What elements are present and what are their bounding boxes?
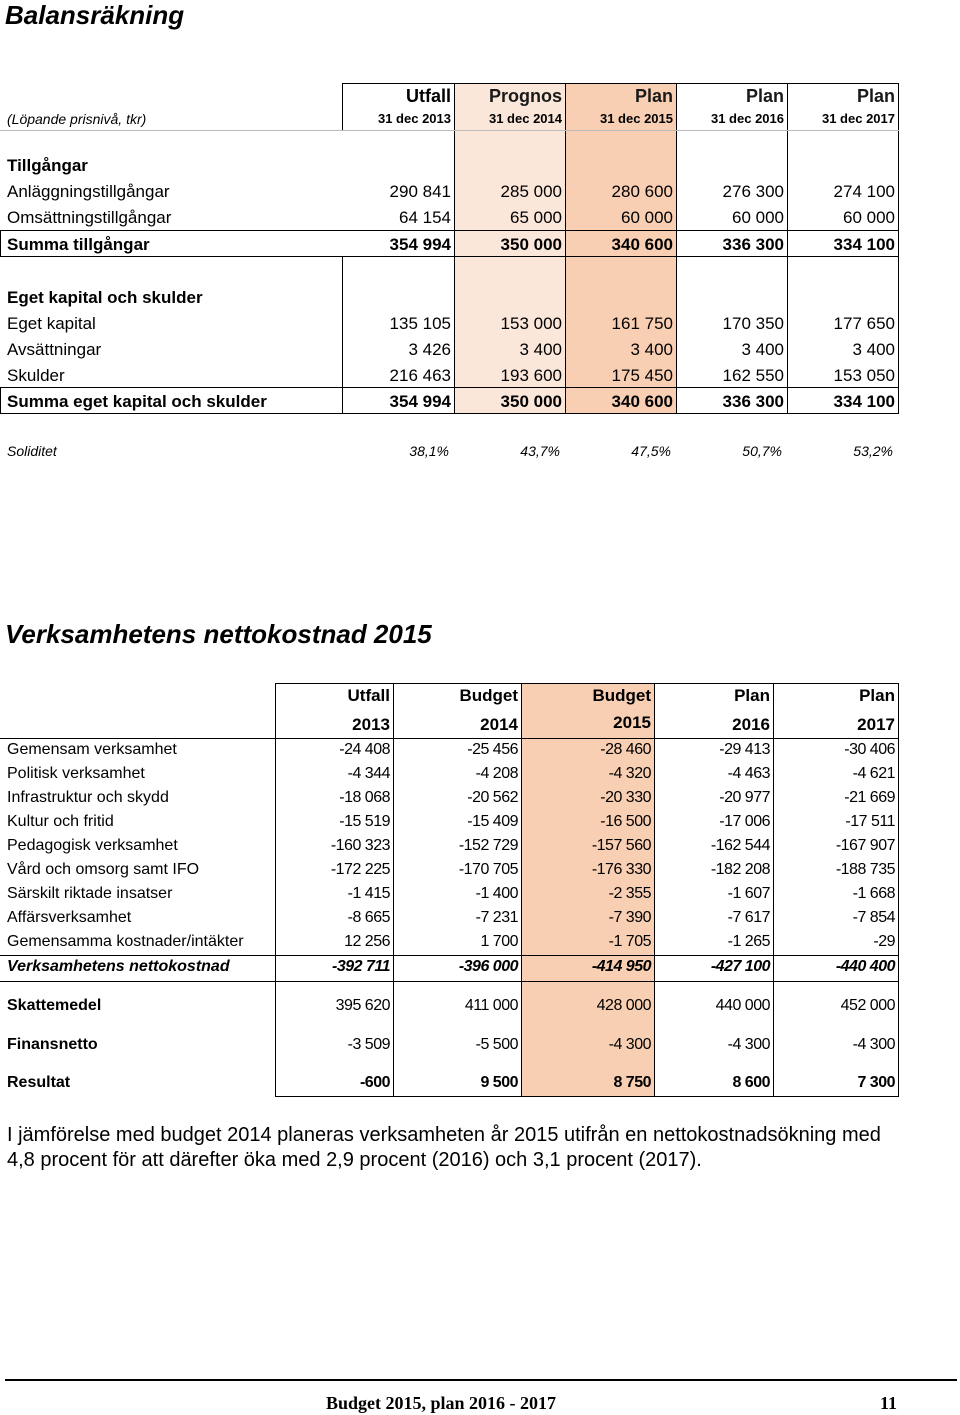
section-title-nettokostnad: Verksamhetens nettokostnad 2015 — [5, 619, 432, 649]
netcost-row-label: Resultat — [7, 1074, 71, 1091]
sum-assets-left — [0, 230, 1, 257]
netcost-cell: -8 665 — [347, 909, 390, 926]
balance-col-date-1: 31 dec 2014 — [488, 111, 562, 126]
netcost-cell: -188 735 — [835, 861, 895, 878]
netcost-cell: -1 415 — [347, 885, 390, 902]
netcost-cell: 1 700 — [480, 933, 518, 950]
balance-cell: 354 994 — [389, 392, 451, 411]
solidity-cell: 47,5% — [631, 443, 671, 459]
netcost-cell: -20 562 — [467, 789, 518, 806]
netcost-col-head-4: Plan — [859, 686, 895, 705]
nc-left — [275, 683, 276, 1097]
balance-row-label: Summa tillgångar — [7, 235, 150, 254]
netcost-cell: -29 — [873, 933, 895, 950]
balance-col-head-0: Utfall — [406, 86, 451, 106]
col-divider-2 — [565, 83, 566, 413]
netcost-cell: -152 729 — [458, 837, 518, 854]
netcost-cell: -25 456 — [467, 741, 518, 758]
balance-cell: 340 600 — [611, 392, 673, 411]
netcost-row-label: Skattemedel — [7, 997, 102, 1014]
netcost-col-head-2: Budget — [592, 686, 651, 705]
balance-cell: 290 841 — [389, 182, 451, 201]
netcost-cell: -24 408 — [339, 741, 390, 758]
netcost-cell: -4 300 — [852, 1036, 895, 1053]
netcost-cell: -170 705 — [458, 861, 518, 878]
balance-cell: 135 105 — [389, 314, 451, 333]
balance-cell: 153 000 — [500, 314, 562, 333]
netcost-cell: -7 390 — [608, 909, 651, 926]
balance-cell: 3 400 — [852, 340, 895, 359]
netcost-cell: 9 500 — [480, 1074, 518, 1091]
balance-cell: 64 154 — [399, 208, 451, 227]
balance-cell: 193 600 — [500, 366, 562, 385]
netcost-cell: -396 000 — [458, 958, 518, 975]
netcost-cell: -4 344 — [347, 765, 390, 782]
balance-cell: 334 100 — [833, 235, 895, 254]
footer-rule — [5, 1379, 957, 1381]
balance-col-head-4: Plan — [856, 86, 895, 106]
netcost-cell: -157 560 — [591, 837, 651, 854]
balance-cell: 60 000 — [732, 208, 784, 227]
netcost-cell: -182 208 — [710, 861, 770, 878]
balance-cell: 334 100 — [833, 392, 895, 411]
nc-bottom — [275, 1096, 899, 1097]
netcost-col-year-1: 2014 — [480, 715, 518, 734]
netcost-cell: -176 330 — [591, 861, 651, 878]
netcost-cell: -1 400 — [475, 885, 518, 902]
balance-cell: 285 000 — [500, 182, 562, 201]
balance-cell: 161 750 — [611, 314, 673, 333]
nc-div-2 — [521, 683, 522, 1097]
netcost-col-year-0: 2013 — [352, 715, 390, 734]
netcost-row-label: Kultur och fritid — [7, 813, 114, 830]
netcost-cell: -600 — [359, 1074, 390, 1091]
netcost-cell: -21 669 — [844, 789, 895, 806]
netcost-cell: -20 330 — [600, 789, 651, 806]
solidity-cell: 38,1% — [409, 443, 449, 459]
balance-cell: 336 300 — [722, 392, 784, 411]
balance-col-date-0: 31 dec 2013 — [377, 111, 451, 126]
netcost-cell: -15 519 — [339, 813, 390, 830]
netcost-cell: -1 265 — [727, 933, 770, 950]
netcost-cell: 440 000 — [715, 997, 770, 1014]
netcost-cell: 411 000 — [464, 997, 518, 1014]
balance-row-label: Anläggningstillgångar — [7, 182, 170, 201]
netcost-cell: -29 413 — [719, 741, 770, 758]
balance-cell: 3 400 — [630, 340, 673, 359]
netcost-row-label: Gemensam verksamhet — [7, 741, 177, 758]
balance-cell: 340 600 — [611, 235, 673, 254]
page-title: Balansräkning — [5, 0, 185, 30]
nc-right — [898, 683, 899, 1097]
nc-div-1 — [393, 683, 394, 1097]
netcost-cell: -17 511 — [845, 813, 895, 830]
balance-cell: 350 000 — [500, 235, 562, 254]
netcost-col-year-4: 2017 — [857, 715, 895, 734]
balance-cell: 350 000 — [500, 392, 562, 411]
netcost-cell: -20 977 — [719, 789, 770, 806]
sum-liab-top — [0, 387, 899, 388]
netcost-cell: -392 711 — [332, 958, 390, 975]
col-divider-3 — [676, 83, 677, 413]
balance-row-label: Tillgångar — [7, 156, 88, 175]
balance-cell: 336 300 — [722, 235, 784, 254]
netcost-cell: -28 460 — [600, 741, 651, 758]
netcost-col-year-2: 2015 — [613, 713, 651, 732]
balance-cell: 175 450 — [611, 366, 673, 385]
balance-row-label: Summa eget kapital och skulder — [7, 392, 267, 411]
netcost-cell: 428 000 — [596, 997, 651, 1014]
table-border-top — [342, 83, 899, 84]
table-subtitle: (Löpande prisnivå, tkr) — [7, 111, 147, 127]
balance-col-head-3: Plan — [745, 86, 784, 106]
balance-cell: 60 000 — [621, 208, 673, 227]
netcost-row-label: Särskilt riktade insatser — [7, 885, 173, 902]
netcost-cell: -167 907 — [835, 837, 895, 854]
netcost-cell: -4 300 — [608, 1036, 651, 1053]
netcost-col-head-1: Budget — [459, 686, 518, 705]
table-border-right — [898, 83, 899, 413]
col-divider-1 — [454, 83, 455, 413]
netcost-cell: -1 705 — [608, 933, 651, 950]
balance-cell: 276 300 — [722, 182, 784, 201]
solidity-cell: 43,7% — [520, 443, 560, 459]
netcost-cell: -4 208 — [475, 765, 518, 782]
netcost-row-label: Pedagogisk verksamhet — [7, 837, 178, 854]
netcost-col-head-0: Utfall — [347, 686, 390, 705]
nc-sum-top — [0, 955, 899, 956]
balance-cell: 280 600 — [611, 182, 673, 201]
netcost-row-label: Finansnetto — [7, 1036, 98, 1053]
col-divider-4 — [787, 83, 788, 413]
netcost-cell: -162 544 — [710, 837, 770, 854]
netcost-row-label: Affärsverksamhet — [7, 909, 132, 926]
netcost-cell: -15 409 — [467, 813, 518, 830]
netcost-cell: -2 355 — [608, 885, 651, 902]
netcost-cell: -172 225 — [330, 861, 390, 878]
table-border-left-lower — [342, 256, 343, 413]
balance-cell: 216 463 — [389, 366, 451, 385]
summary-paragraph: I jämförelse med budget 2014 planeras verksamheten år 2015 utifrån en nettokostnadsökning med 4,8 procent för att därefter öka med 2,9 procent (2016) och 3,1 procent (2017). — [7, 1124, 881, 1171]
balance-col-date-4: 31 dec 2017 — [821, 111, 895, 126]
netcost-cell: 8 600 — [732, 1074, 770, 1091]
netcost-row-label: Gemensamma kostnader/intäkter — [7, 933, 244, 950]
netcost-cell: -17 006 — [719, 813, 770, 830]
netcost-cell: 452 000 — [840, 997, 895, 1014]
netcost-row-label: Vård och omsorg samt IFO — [7, 861, 200, 878]
netcost-cell: -1 668 — [852, 885, 895, 902]
netcost-cell: -1 607 — [727, 885, 770, 902]
netcost-cell: -427 100 — [710, 958, 770, 975]
netcost-cell: -30 406 — [844, 741, 895, 758]
sum-liab-bottom — [0, 413, 899, 414]
balance-row-label: Omsättningstillgångar — [7, 208, 172, 227]
nc-header-bottom — [0, 738, 899, 739]
page-number: 11 — [880, 1393, 898, 1413]
footer-title: Budget 2015, plan 2016 - 2017 — [326, 1393, 557, 1413]
balance-row-label: Avsättningar — [7, 340, 102, 359]
netcost-cell: -16 500 — [600, 813, 651, 830]
sum-liab-left — [0, 387, 1, 414]
netcost-cell: -18 068 — [339, 789, 390, 806]
nc-div-4 — [773, 683, 774, 1097]
netcost-cell: -414 950 — [591, 958, 651, 975]
solidity-cell: 50,7% — [742, 443, 782, 459]
netcost-cell: -7 231 — [475, 909, 518, 926]
sum-assets-bottom — [0, 256, 899, 257]
balance-cell: 274 100 — [833, 182, 895, 201]
netcost-cell: -4 463 — [727, 765, 770, 782]
netcost-cell: -440 400 — [835, 958, 895, 975]
netcost-cell: -3 509 — [347, 1036, 390, 1053]
balance-cell: 162 550 — [722, 366, 784, 385]
netcost-col-head-3: Plan — [734, 686, 770, 705]
nc-top — [275, 683, 899, 684]
balance-cell: 177 650 — [833, 314, 895, 333]
balance-cell: 3 400 — [519, 340, 562, 359]
netcost-cell: -7 854 — [852, 909, 895, 926]
balance-cell: 60 000 — [843, 208, 895, 227]
netcost-cell: -4 320 — [608, 765, 651, 782]
netcost-cell: 12 256 — [344, 933, 390, 950]
netcost-row-label: Verksamhetens nettokostnad — [7, 958, 230, 975]
balance-cell: 3 400 — [741, 340, 784, 359]
netcost-row-label: Infrastruktur och skydd — [7, 789, 169, 806]
header-bottom-line — [0, 130, 899, 131]
balance-col-head-2: Plan — [634, 86, 673, 106]
nc-div-3 — [654, 683, 655, 1097]
balance-cell: 354 994 — [389, 235, 451, 254]
balance-cell: 3 426 — [408, 340, 451, 359]
balance-row-label: Eget kapital och skulder — [7, 288, 203, 307]
netcost-cell: -160 323 — [330, 837, 390, 854]
balance-col-head-1: Prognos — [488, 86, 562, 106]
netcost-cell: -4 300 — [727, 1036, 770, 1053]
balance-cell: 65 000 — [510, 208, 562, 227]
netcost-cell: -4 621 — [852, 765, 895, 782]
balance-cell: 153 050 — [833, 366, 895, 385]
solidity-label: Soliditet — [7, 443, 57, 459]
balance-row-label: Skulder — [7, 366, 65, 385]
nc-sum-bottom — [0, 981, 899, 982]
netcost-col-year-3: 2016 — [732, 715, 770, 734]
balance-col-date-2: 31 dec 2015 — [599, 111, 673, 126]
netcost-cell: 7 300 — [857, 1074, 895, 1091]
netcost-row-label: Politisk verksamhet — [7, 765, 145, 782]
balance-row-label: Eget kapital — [7, 314, 96, 333]
netcost-cell: 395 620 — [335, 997, 390, 1014]
netcost-cell: 8 750 — [613, 1074, 651, 1091]
netcost-cell: -7 617 — [727, 909, 770, 926]
balance-cell: 170 350 — [722, 314, 784, 333]
balance-col-date-3: 31 dec 2016 — [710, 111, 784, 126]
solidity-cell: 53,2% — [853, 443, 893, 459]
sum-assets-top — [0, 230, 899, 231]
table-border-left — [342, 83, 343, 130]
netcost-cell: -5 500 — [475, 1036, 518, 1053]
